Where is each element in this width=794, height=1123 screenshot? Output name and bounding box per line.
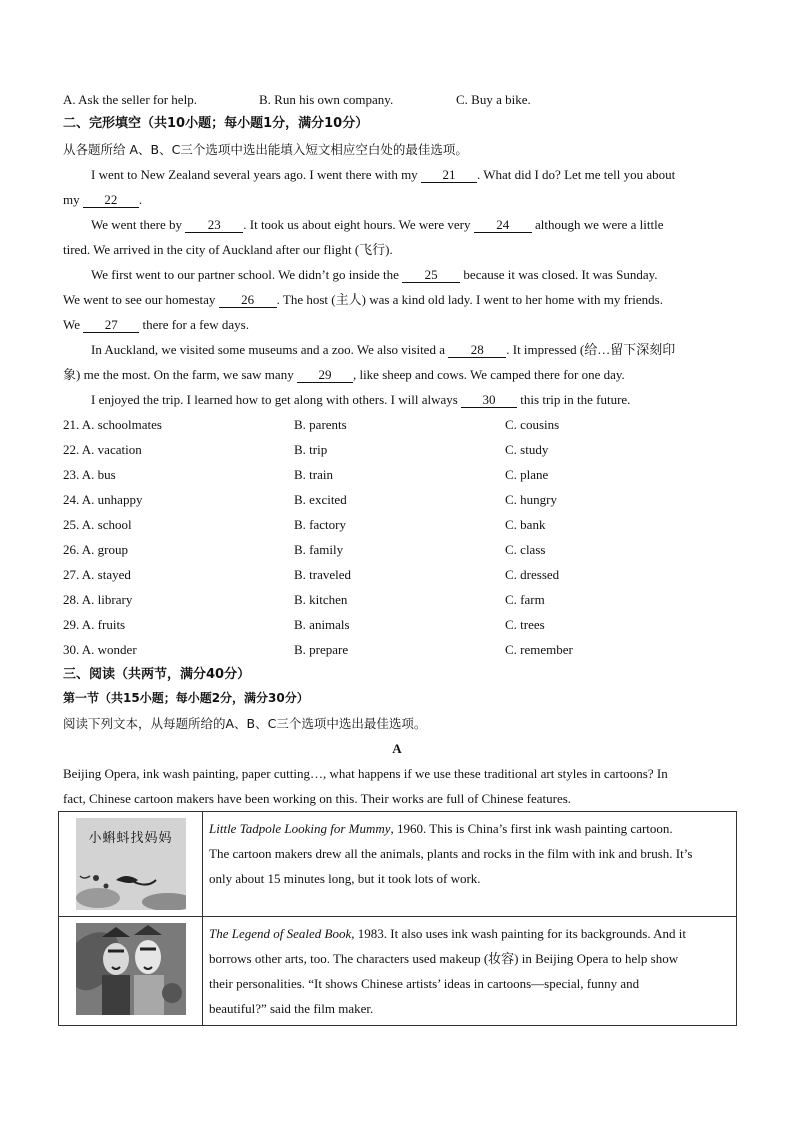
q23-c: C. plane xyxy=(505,467,549,482)
prev-option-a: A. Ask the seller for help. xyxy=(63,92,197,107)
poster-title-1: 小蝌蚪找妈妈 xyxy=(88,831,173,846)
section2-title: 二、完形填空（共10小题；每小题1分，满分10分） xyxy=(63,116,369,131)
q21-b: B. parents xyxy=(294,417,347,432)
q22-b: B. trip xyxy=(294,442,328,457)
q24-b: B. excited xyxy=(294,492,347,507)
poster-cell-2 xyxy=(59,917,203,1026)
table-row xyxy=(59,917,737,1026)
cloze-p2-line1: We went there by 23 . It took us about eight hours. We were very 24 although we were a little xyxy=(91,217,664,232)
passage-intro-line1: Beijing Opera, ink wash painting, paper cutting…, what happens if we use these traditional art styles in cartoons? In xyxy=(63,766,668,781)
prev-option-b: B. Run his own company. xyxy=(259,92,394,107)
q29-b: B. animals xyxy=(294,617,350,632)
q21-a: 21. A. schoolmates xyxy=(63,417,162,432)
section2-instruction: 从各题所给 A、B、C三个选项中选出能填入短文相应空白处的最佳选项。 xyxy=(63,142,468,157)
q25-c: C. bank xyxy=(505,517,546,532)
cartoon-desc-1: Little Tadpole Looking for Mummy, 1960. This is China’s first ink wash painting cartoon. The cartoon makers drew all the animals, plants and rocks in the film with ink and brush. It’s only about 15 minutes long, but it took lots of work. xyxy=(203,812,737,917)
q30-c: C. remember xyxy=(505,642,573,657)
poster-little-tadpole xyxy=(76,818,186,910)
film-title-1: Little Tadpole Looking for Mummy xyxy=(209,821,391,836)
cloze-p3-line3: We 27 there for a few days. xyxy=(63,317,249,332)
q28-c: C. farm xyxy=(505,592,545,607)
q26-a: 26. A. group xyxy=(63,542,128,557)
prev-option-c: C. Buy a bike. xyxy=(456,92,531,107)
q25-a: 25. A. school xyxy=(63,517,132,532)
blank-25: 25 xyxy=(402,267,460,283)
cartoon-desc-2: The Legend of Sealed Book, 1983. It also uses ink wash painting for its backgrounds. And it borrows other arts, too. The characters used makeup (妆容) in Beijing Opera to help show their personalities. “It shows Chinese artists’ ideas in cartoons—special, funny and beautiful?” said the film maker. xyxy=(203,917,737,1026)
q24-c: C. hungry xyxy=(505,492,557,507)
blank-22: 22 xyxy=(83,192,139,208)
blank-24: 24 xyxy=(474,217,532,233)
blank-29: 29 xyxy=(297,367,353,383)
poster-sealed-book xyxy=(76,923,186,1015)
q22-c: C. study xyxy=(505,442,549,457)
q30-b: B. prepare xyxy=(294,642,349,657)
q26-b: B. family xyxy=(294,542,344,557)
q23-b: B. train xyxy=(294,467,333,482)
blank-27: 27 xyxy=(83,317,139,333)
cloze-p3-line1: We first went to our partner school. We didn’t go inside the 25 because it was closed. It was Sunday. xyxy=(91,267,658,282)
section3-title: 三、阅读（共两节，满分40分） xyxy=(63,667,251,682)
passage-label: A xyxy=(392,741,402,756)
passage-intro-line2: fact, Chinese cartoon makers have been working on this. Their works are full of Chinese features. xyxy=(63,791,572,806)
cloze-p2-line2: tired. We arrived in the city of Auckland after our flight (飞行). xyxy=(63,242,393,257)
cloze-p5-line1: I enjoyed the trip. I learned how to get along with others. I will always 30 this trip in the future. xyxy=(91,392,631,407)
q23-a: 23. A. bus xyxy=(63,467,116,482)
blank-21: 21 xyxy=(421,167,477,183)
film-title-2: The Legend of Sealed Book xyxy=(209,926,352,941)
q27-c: C. dressed xyxy=(505,567,560,582)
cloze-p4-line2: 象) me the most. On the farm, we saw many 29 , like sheep and cows. We camped there for one day. xyxy=(63,367,625,382)
cartoon-table xyxy=(58,811,737,1026)
q24-a: 24. A. unhappy xyxy=(63,492,143,507)
opera-characters-icon xyxy=(76,923,186,1015)
q21-c: C. cousins xyxy=(505,417,560,432)
q25-b: B. factory xyxy=(294,517,346,532)
cloze-p1-line2: my 22 . xyxy=(63,192,143,207)
table-row xyxy=(59,812,737,917)
q27-b: B. traveled xyxy=(294,567,352,582)
q30-a: 30. A. wonder xyxy=(63,642,137,657)
q28-b: B. kitchen xyxy=(294,592,348,607)
cloze-p3-line2: We went to see our homestay 26 . The host (主人) was a kind old lady. I went to her home with my friends. xyxy=(63,292,663,307)
q28-a: 28. A. library xyxy=(63,592,133,607)
section3-instruction: 阅读下列文本，从每题所给的A、B、C三个选项中选出最佳选项。 xyxy=(63,716,427,731)
blank-26: 26 xyxy=(219,292,277,308)
q27-a: 27. A. stayed xyxy=(63,567,131,582)
blank-28: 28 xyxy=(448,342,506,358)
poster-cell-1 xyxy=(59,812,203,917)
q22-a: 22. A. vacation xyxy=(63,442,142,457)
section3-part1-title: 第一节（共15小题；每小题2分，满分30分） xyxy=(63,691,309,705)
q26-c: C. class xyxy=(505,542,546,557)
blank-23: 23 xyxy=(185,217,243,233)
q29-c: C. trees xyxy=(505,617,545,632)
cloze-p1-line1: I went to New Zealand several years ago. I went there with my 21 . What did I do? Let me tell you about xyxy=(91,167,676,182)
blank-30: 30 xyxy=(461,392,517,408)
q29-a: 29. A. fruits xyxy=(63,617,126,632)
cloze-p4-line1: In Auckland, we visited some museums and a zoo. We also visited a 28 . It impressed (给…留下深刻印 xyxy=(91,342,676,357)
